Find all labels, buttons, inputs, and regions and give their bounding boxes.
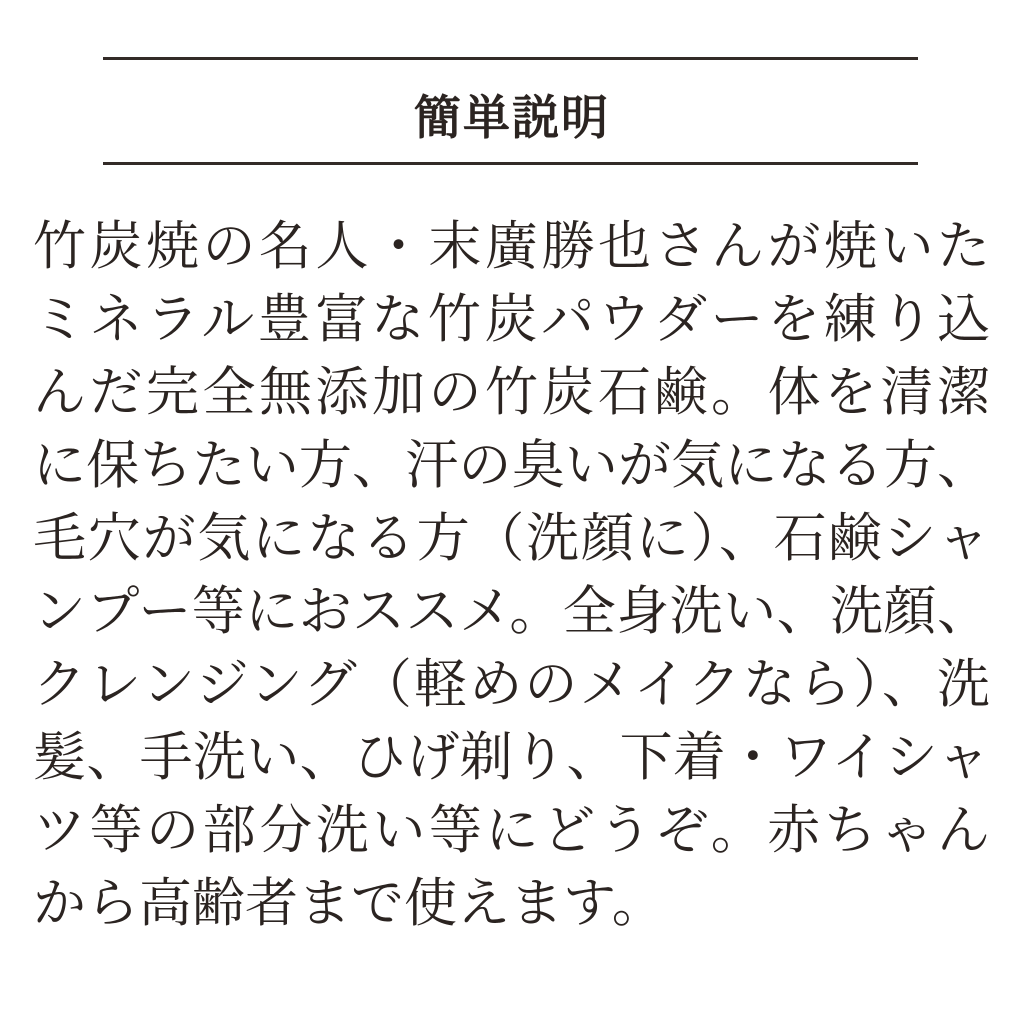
description-line: ツ等の部分洗い等にどうぞ。赤ちゃん <box>33 800 990 861</box>
description-line: 髪、手洗い、ひげ剃り、下着・ワイシャ <box>33 727 990 788</box>
header-bottom-rule <box>103 162 918 165</box>
description-line: ミネラル豊富な竹炭パウダーを練り込 <box>33 289 990 350</box>
description-line: に保ちたい方、汗の臭いが気になる方、 <box>33 435 990 496</box>
description-line: クレンジング（軽めのメイクなら）、洗 <box>33 654 990 715</box>
description-line: んだ完全無添加の竹炭石鹸。体を清潔 <box>33 362 990 423</box>
description-line: 竹炭焼の名人・末廣勝也さんが焼いた <box>33 216 990 277</box>
description-line: 毛穴が気になる方（洗顔に）、石鹸シャ <box>33 508 990 569</box>
description-line: ンプー等におススメ。全身洗い、洗顔、 <box>33 581 990 642</box>
description-paragraph <box>33 210 990 940</box>
page-title: 簡単説明 <box>414 91 610 146</box>
header-top-rule <box>103 57 918 60</box>
description-line: から高齢者まで使えます。 <box>33 873 665 934</box>
